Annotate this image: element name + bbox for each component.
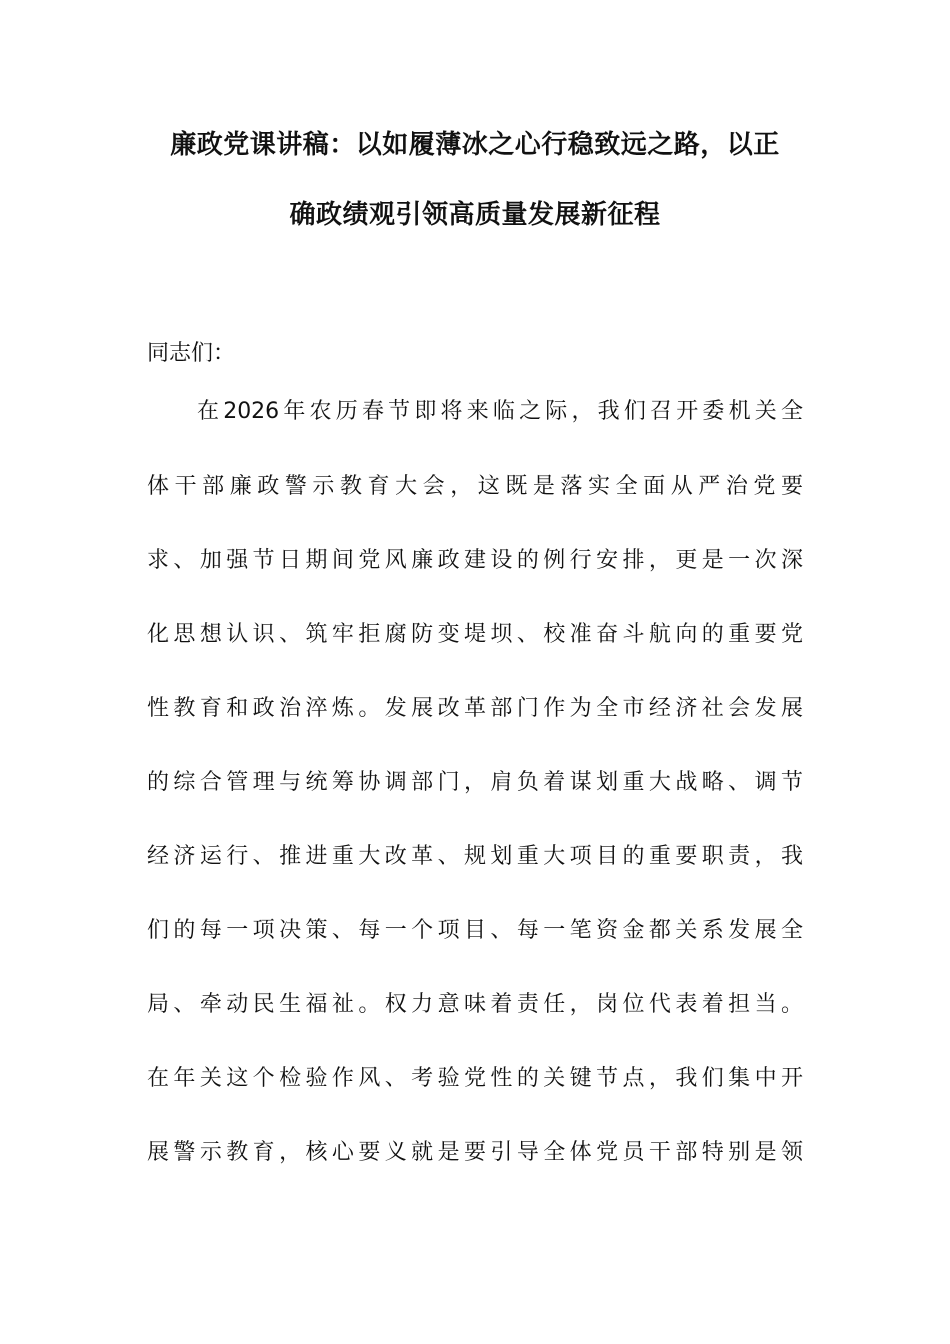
title-line-2: 确政绩观引领高质量发展新征程 (289, 200, 661, 230)
body-line: 化思想认识、筑牢拒腐防变堤坝、校准奋斗航向的重要党 (147, 622, 803, 647)
salutation: 同志们： (147, 341, 236, 366)
title-line-1: 廉政党课讲稿：以如履薄冰之心行稳致远之路，以正 (170, 130, 780, 160)
body-line: 展警示教育，核心要义就是要引导全体党员干部特别是领 (147, 1140, 803, 1165)
body-line: 们的每一项决策、每一个项目、每一笔资金都关系发展全 (147, 918, 803, 943)
body-line: 经济运行、推进重大改革、规划重大项目的重要职责，我 (147, 844, 803, 869)
body-line: 在2026年农历春节即将来临之际，我们召开委机关全 (197, 399, 803, 424)
body-line: 性教育和政治淬炼。发展改革部门作为全市经济社会发展 (147, 696, 803, 721)
body-line: 体干部廉政警示教育大会，这既是落实全面从严治党要 (147, 474, 803, 499)
body-line: 局、牵动民生福祉。权力意味着责任，岗位代表着担当。 (147, 992, 803, 1017)
body-line: 的综合管理与统筹协调部门，肩负着谋划重大战略、调节 (147, 770, 803, 795)
body-line: 在年关这个检验作风、考验党性的关键节点，我们集中开 (147, 1066, 803, 1091)
body-line: 求、加强节日期间党风廉政建设的例行安排，更是一次深 (147, 548, 803, 573)
